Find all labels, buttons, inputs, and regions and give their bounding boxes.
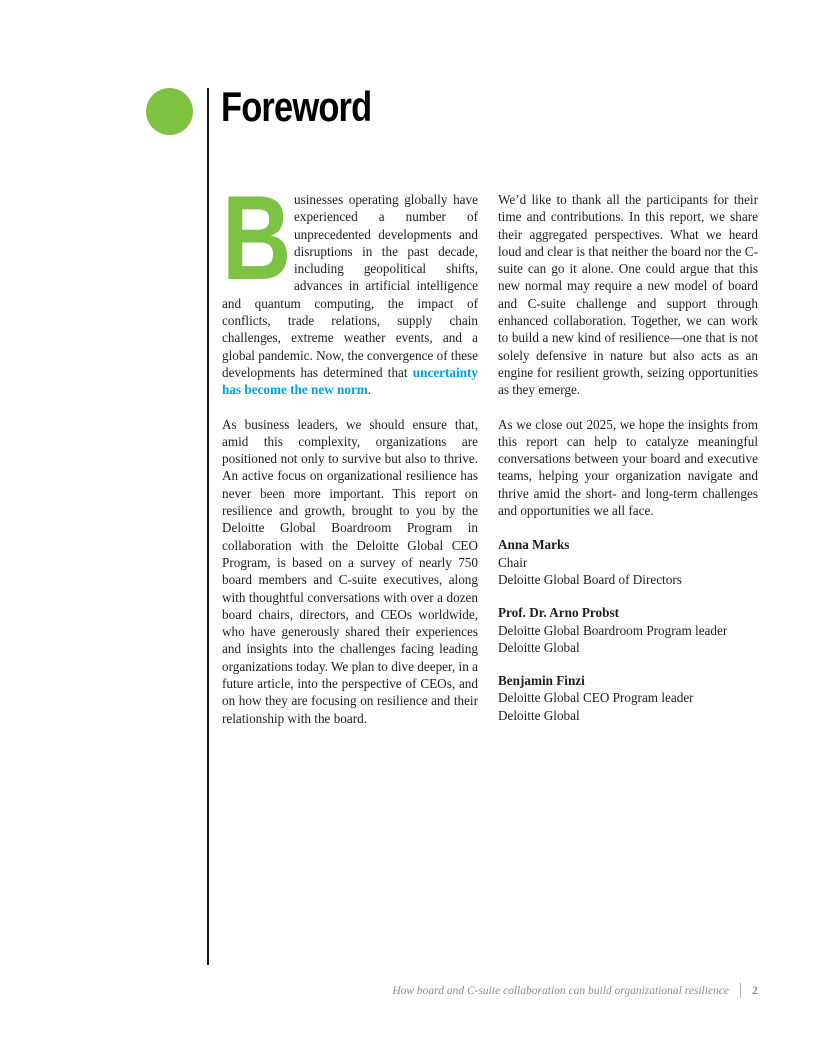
signature-role: Chair [498, 554, 528, 570]
dropcap-box [222, 171, 292, 305]
signature-block [498, 536, 758, 588]
signature-block [498, 604, 758, 656]
paragraph-close-2025: As we close out 2025, we hope the insights from this report can help to catalyze meaningful conversations between your board and executive teams, helping your organization navigate and thrive amid the short- and long-term challenges and opportunities we all face. [498, 416, 758, 519]
paragraph-thanks: We’d like to thank all the participants for their time and contributions. In this report, we share their aggregated perspectives. What we heard loud and clear is that neither the board nor the C-suite can go it alone. One could argue that this new normal may require a new model of board and C-suite challenge and support through enhanced collaboration. Together, we can work to build a new kind of resilience—one that is not solely defensive in nature but also acts as an engine for resilient growth, seizing opportunities as they emerge. [498, 192, 758, 398]
page-title: Foreword [221, 83, 372, 130]
signature-name: Anna Marks [498, 537, 570, 553]
body-columns [222, 171, 758, 744]
signature-role: Deloitte Global CEO Program leader [498, 690, 694, 706]
signature-role: Deloitte Global Boardroom Program leader [498, 622, 728, 638]
intro-text-end: . [367, 382, 372, 398]
brand-circle-icon [146, 88, 193, 135]
signature-name: Benjamin Finzi [498, 673, 585, 689]
footer-separator [740, 983, 741, 998]
footer-report-title: How board and C-suite collaboration can build organizational resilience [392, 984, 729, 997]
signature-name: Prof. Dr. Arno Probst [498, 605, 620, 621]
signature-org: Deloitte Global [498, 639, 580, 655]
right-column [498, 191, 758, 744]
footer-page-number: 2 [752, 983, 758, 997]
dropcap-letter: B [222, 171, 292, 305]
vertical-divider [207, 88, 209, 965]
paragraph-intro [222, 171, 478, 399]
intro-text: usinesses operating globally have experienced a number of unprecedented developments and disruptions in the past decade, including geopolitical shifts, advances in artificial intelligence and quantum computing, the impact of conflicts, trade relations, supply chain challenges, extreme weather events, and a global pandemic. Now, the convergence of these developments has determined that [222, 192, 478, 380]
left-column [222, 171, 478, 744]
page-footer [392, 983, 758, 998]
signature-org: Deloitte Global Board of Directors [498, 571, 682, 587]
signature-block [498, 672, 758, 724]
signature-org: Deloitte Global [498, 707, 580, 723]
inline-link-uncertainty[interactable]: uncertainty has become the new norm [222, 364, 478, 398]
paragraph-business-leaders: As business leaders, we should ensure that, amid this complexity, organizations are positioned not only to survive but also to thrive. An active focus on organizational resilience has never been more important. This report on resilience and growth, brought to you by the Deloitte Global Boardroom Program in collaboration with the Deloitte Global CEO Program, is based on a survey of nearly 750 board members and C-suite executives, along with thoughtful conversations with over a dozen board chairs, directors, and CEOs worldwide, who have generously shared their experiences and insights into the challenges facing leading organizations today. We plan to dive deeper, in a future article, into the perspective of CEOs, and on how they are focusing on resilience and their relationship with the board. [222, 416, 478, 726]
